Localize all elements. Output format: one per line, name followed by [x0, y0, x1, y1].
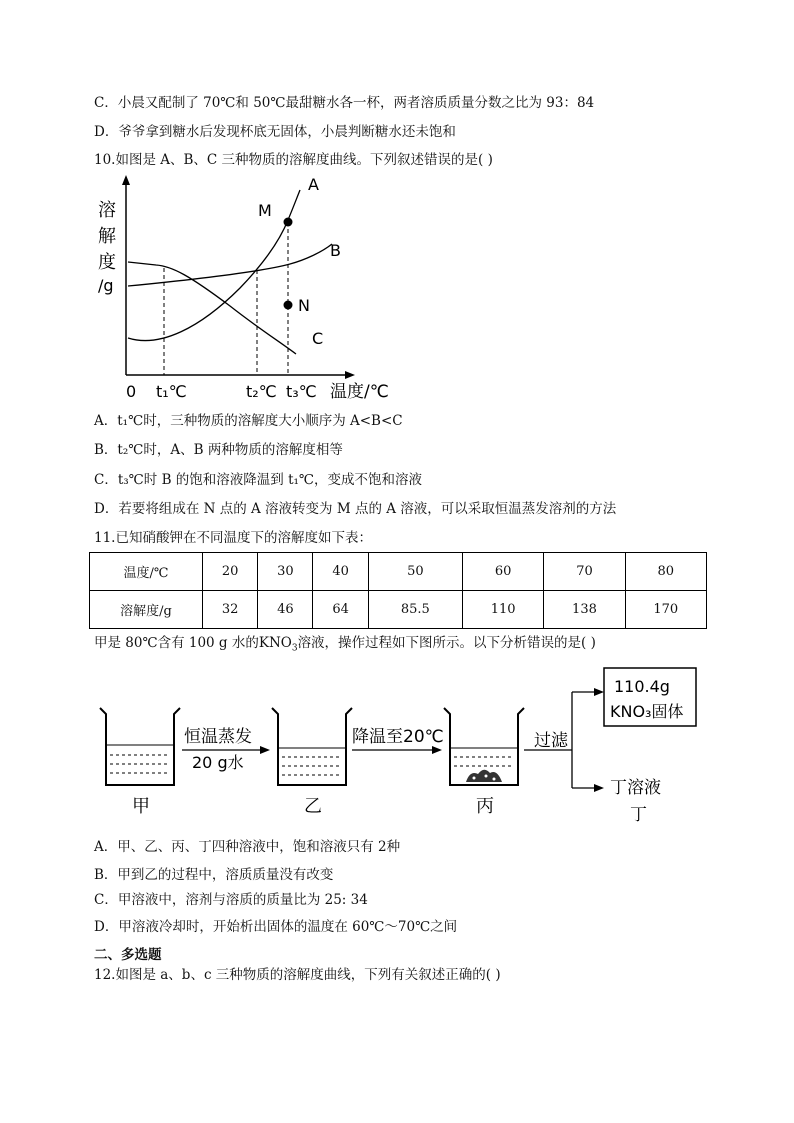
table-row-temperature: [90, 553, 707, 591]
table-cell: 110: [463, 591, 544, 629]
q10-stem: 10.如图是 A、B、C 三种物质的溶解度曲线。下列叙述错误的是( ): [94, 152, 493, 168]
kno3-solubility-table: [89, 552, 707, 629]
tick-t2: t₂℃: [246, 382, 277, 401]
table-cell: 80: [625, 553, 706, 591]
label-curve-c: C: [312, 329, 324, 348]
q9-option-d: D．爷爷拿到糖水后发现杯底无固体，小晨判断糖水还未饱和: [94, 124, 456, 140]
table-cell: 60: [463, 553, 544, 591]
result-mass: 110.4g: [614, 677, 670, 696]
filtrate-name: 丁: [630, 805, 647, 825]
q11-stem: 11.已知硝酸钾在不同温度下的溶解度如下表：: [94, 530, 372, 546]
table-cell: 64: [313, 591, 368, 629]
q11-option-c: C．甲溶液中，溶剂与溶质的质量比为 25: 34: [94, 892, 368, 908]
filtrate-label: 丁溶液: [610, 778, 661, 798]
ylabel-2: 解: [98, 226, 116, 247]
beaker-jia: [100, 708, 180, 785]
step3-label: 过滤: [534, 731, 568, 751]
table-cell: 30: [258, 553, 313, 591]
beaker-yi: [272, 708, 352, 785]
q11-option-d: D．甲溶液冷却时，开始析出固体的温度在 60℃～70℃之间: [94, 919, 458, 935]
q9-option-c: C．小晨又配制了 70℃和 50℃最甜糖水各一杯，两者溶质质量分数之比为 93：84: [94, 95, 595, 111]
label-point-m: M: [258, 201, 272, 220]
step1-label-top: 恒温蒸发: [184, 727, 252, 747]
step2-label: 降温至20℃: [352, 727, 444, 747]
y-axis-arrow: [122, 175, 130, 185]
tick-t1: t₁℃: [156, 382, 187, 401]
q11-option-b: B．甲到乙的过程中，溶质质量没有改变: [94, 867, 334, 883]
table-cell: 50: [368, 553, 462, 591]
label-curve-b: B: [330, 241, 341, 260]
x-axis-label: 温度/℃: [330, 382, 389, 402]
q10-option-c: C．t₃℃时 B 的饱和溶液降温到 t₁℃，变成不饱和溶液: [94, 472, 423, 488]
ylabel-1: 溶: [98, 200, 116, 221]
q10-option-b: B．t₂℃时，A、B 两种物质的溶解度相等: [94, 442, 343, 458]
x-axis-arrow: [345, 371, 355, 379]
tick-t3: t₃℃: [286, 382, 317, 401]
table-cell: 46: [258, 591, 313, 629]
table-header-solubility: 溶解度/g: [90, 591, 203, 629]
ylabel-3: 度: [98, 252, 116, 273]
q12-stem: 12.如图是 a、b、c 三种物质的溶解度曲线，下列有关叙述正确的( ): [94, 967, 501, 983]
q11-option-a: A．甲、乙、丙、丁四种溶液中，饱和溶液只有 2种: [94, 839, 401, 855]
table-cell: 32: [203, 591, 258, 629]
q10-option-d: D．若要将组成在 N 点的 A 溶液转变为 M 点的 A 溶液，可以采取恒温蒸发溶剂的方法: [94, 501, 617, 517]
table-row-solubility: [90, 591, 707, 629]
section-heading-multi-choice: 二、多选题: [94, 947, 162, 963]
table-header-temperature: 温度/℃: [90, 553, 203, 591]
point-m-dot: [284, 218, 293, 227]
table-cell: 20: [203, 553, 258, 591]
result-solid: KNO₃固体: [610, 702, 684, 721]
point-n-dot: [284, 301, 293, 310]
beaker-label-jia: 甲: [132, 796, 150, 817]
precipitate: [466, 770, 502, 782]
table-cell: 170: [625, 591, 706, 629]
beaker-label-bing: 丙: [476, 796, 494, 817]
beaker-bing: [444, 708, 524, 785]
label-curve-a: A: [308, 175, 319, 194]
table-cell: 40: [313, 553, 368, 591]
q10-option-a: A．t₁℃时，三种物质的溶解度大小顺序为 A<B<C: [94, 413, 403, 429]
step1-label-bottom: 20 g水: [192, 753, 244, 772]
beaker-label-yi: 乙: [304, 796, 322, 817]
q10-solubility-graph: [90, 170, 410, 408]
q11-intro: 甲是 80℃含有 100 g 水的$KNO_3$溶液，操作过程如下图所示。以下分析错误的是( ): [94, 635, 596, 654]
ylabel-4: /g: [98, 276, 114, 295]
table-cell: 138: [544, 591, 625, 629]
origin-label: 0: [126, 382, 137, 401]
table-cell: 85.5: [368, 591, 462, 629]
table-cell: 70: [544, 553, 625, 591]
q11-process-diagram: [90, 660, 710, 832]
label-point-n: N: [298, 296, 310, 315]
